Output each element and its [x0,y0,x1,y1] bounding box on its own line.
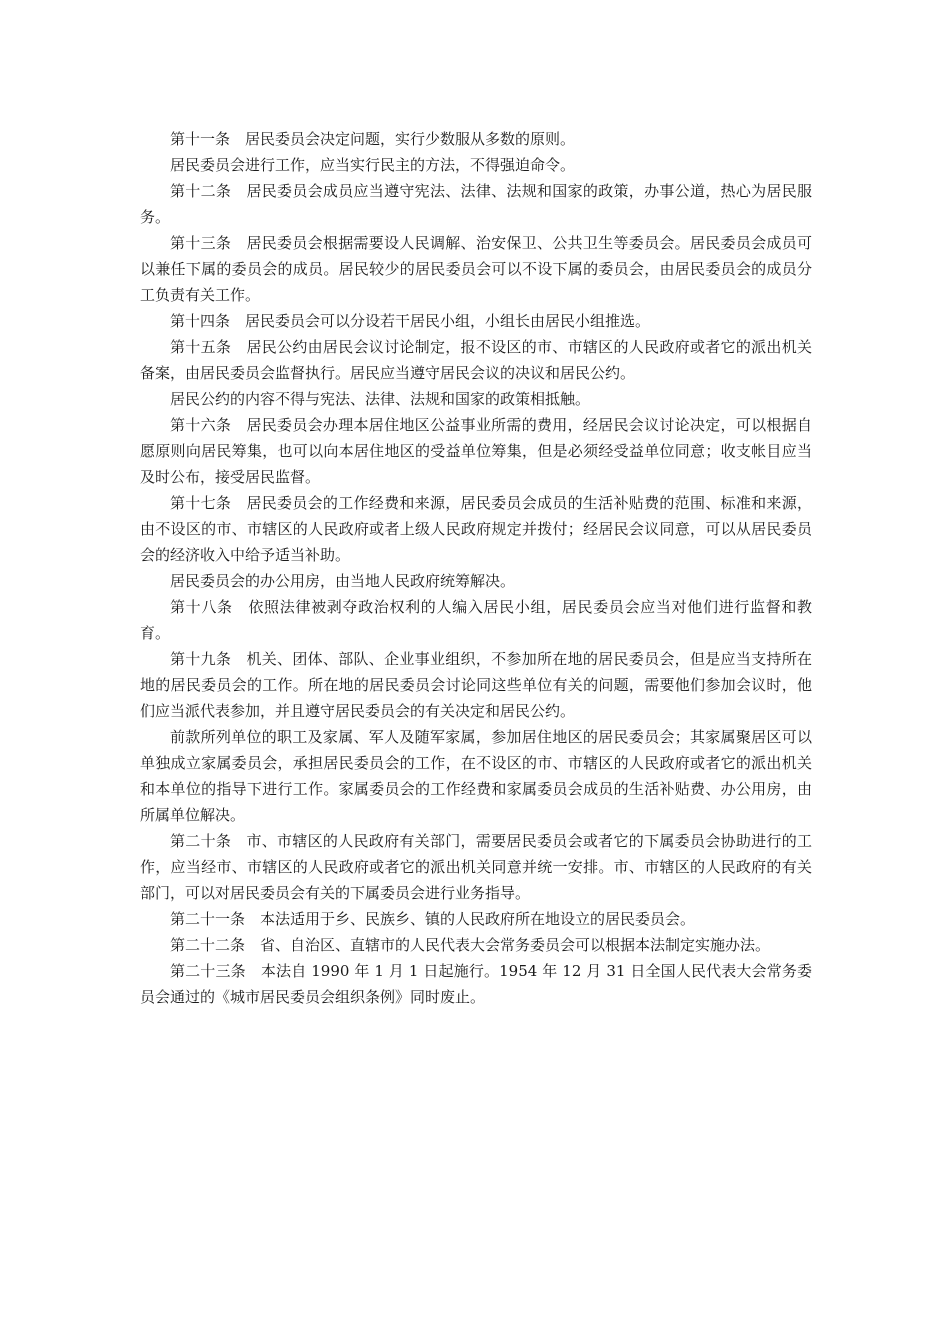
article-22: 第二十二条 省、自治区、直辖市的人民代表大会常务委员会可以根据本法制定实施办法。 [170,936,771,954]
article-11-clause-2: 居民委员会进行工作，应当实行民主的方法，不得强迫命令。 [170,156,576,174]
article-17-clause-2: 居民委员会的办公用房，由当地人民政府统筹解决。 [170,572,516,590]
article-23: 第二十三条 本法自 1990 年 1 月 1 日起施行。1954 年 12 月 31 日全国人民代表大会常务委员会通过的《城市居民委员会组织条例》同时废止。 [140,962,812,1006]
article-11: 第十一条 居民委员会决定问题，实行少数服从多数的原则。 [170,130,576,148]
article-15-clause-2: 居民公约的内容不得与宪法、法律、法规和国家的政策相抵触。 [170,390,591,408]
article-17: 第十七条 居民委员会的工作经费和来源，居民委员会成员的生活补贴费的范围、标准和来源，由不设区的市、市辖区的人民政府或者上级人民政府规定并拨付；经居民会议同意，可以从居民委员会的经济收入中给予适当补助。 [140,494,812,564]
article-14: 第十四条 居民委员会可以分设若干居民小组，小组长由居民小组推选。 [170,312,651,330]
article-12: 第十二条 居民委员会成员应当遵守宪法、法律、法规和国家的政策，办事公道，热心为居民服务。 [140,182,812,226]
article-21: 第二十一条 本法适用于乡、民族乡、镇的人民政府所在地设立的居民委员会。 [170,910,696,928]
article-18: 第十八条 依照法律被剥夺政治权利的人编入居民小组，居民委员会应当对他们进行监督和教育。 [140,598,812,642]
article-20: 第二十条 市、市辖区的人民政府有关部门，需要居民委员会或者它的下属委员会协助进行的工作，应当经市、市辖区的人民政府或者它的派出机关同意并统一安排。市、市辖区的人民政府的有关部门，可以对居民委员会有关的下属委员会进行业务指导。 [140,832,812,902]
article-19: 第十九条 机关、团体、部队、企业事业组织，不参加所在地的居民委员会，但是应当支持所在地的居民委员会的工作。所在地的居民委员会讨论同这些单位有关的问题，需要他们参加会议时，他们应当派代表参加，并且遵守居民委员会的有关决定和居民公约。 [140,650,812,720]
document-body [140,126,812,1010]
article-13: 第十三条 居民委员会根据需要设人民调解、治安保卫、公共卫生等委员会。居民委员会成员可以兼任下属的委员会的成员。居民较少的居民委员会可以不设下属的委员会，由居民委员会的成员分工负责有关工作。 [140,234,812,304]
article-16: 第十六条 居民委员会办理本居住地区公益事业所需的费用，经居民会议讨论决定，可以根据自愿原则向居民筹集，也可以向本居住地区的受益单位筹集，但是必须经受益单位同意；收支帐目应当及时公布，接受居民监督。 [140,416,812,486]
article-19-clause-2: 前款所列单位的职工及家属、军人及随军家属，参加居住地区的居民委员会；其家属聚居区可以单独成立家属委员会，承担居民委员会的工作，在不设区的市、市辖区的人民政府或者它的派出机关和本单位的指导下进行工作。家属委员会的工作经费和家属委员会成员的生活补贴费、办公用房，由所属单位解决。 [140,728,812,824]
article-15: 第十五条 居民公约由居民会议讨论制定，报不设区的市、市辖区的人民政府或者它的派出机关备案，由居民委员会监督执行。居民应当遵守居民会议的决议和居民公约。 [140,338,812,382]
